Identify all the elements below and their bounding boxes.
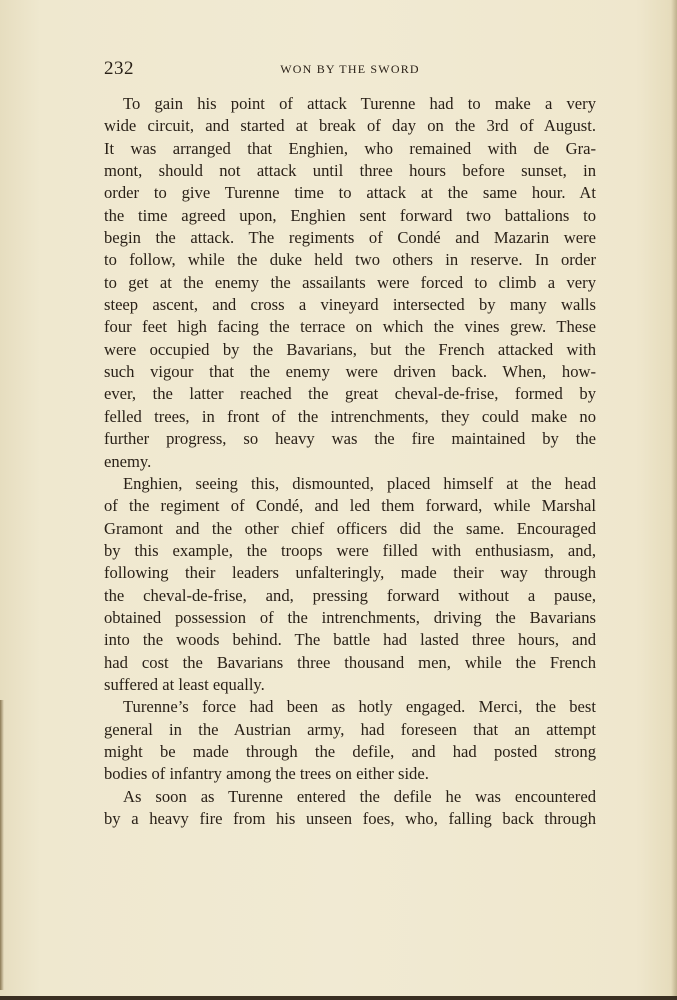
text-line: enemy. <box>104 451 152 471</box>
text-line: begin the attack. The regiments of Condé and Mazarin were <box>104 228 596 248</box>
text-line: into the woods behind. The battle had lasted three hours, and <box>104 630 596 650</box>
text-line: bodies of infantry among the trees on either side. <box>104 764 429 784</box>
text-line: It was arranged that Enghien, who remained with de Gra- <box>104 138 596 158</box>
text-line: ever, the latter reached the great cheval-de-frise, formed by <box>104 384 596 404</box>
text-line: might be made through the defile, and had posted strong <box>104 741 596 761</box>
running-title: WON BY THE SWORD <box>280 62 420 76</box>
text-line: had cost the Bavarians three thousand men, while the French <box>104 652 596 672</box>
text-line: were occupied by the Bavarians, but the French attacked with <box>104 339 596 359</box>
text-line: the time agreed upon, Enghien sent forward two battalions to <box>104 205 596 225</box>
text-line: steep ascent, and cross a vineyard intersected by many walls <box>104 295 596 315</box>
text-line: obtained possession of the intrenchments, driving the Bavarians <box>104 607 596 627</box>
text-line: by a heavy fire from his unseen foes, who, falling back through <box>104 809 596 828</box>
text-line: As soon as Turenne entered the defile he was encountered <box>123 786 596 806</box>
text-line: further progress, so heavy was the fire maintained by the <box>104 429 596 449</box>
text-line: felled trees, in front of the intrenchments, they could make no <box>104 406 596 426</box>
text-line: wide circuit, and started at break of day on the 3rd of August. <box>104 116 596 136</box>
text-line: to follow, while the duke held two others in reserve. In order <box>104 250 596 270</box>
text-line: To gain his point of attack Turenne had to make a very <box>123 94 596 113</box>
page-number: 232 <box>104 58 134 79</box>
text-line: the cheval-de-frise, and, pressing forward without a pause, <box>104 585 596 605</box>
page-bottom-edge <box>0 996 677 1000</box>
text-line: Gramont and the other chief officers did the same. Encouraged <box>104 518 596 538</box>
text-line: of the regiment of Condé, and led them forward, while Marshal <box>104 496 596 516</box>
text-line: order to give Turenne time to attack at the same hour. At <box>104 183 596 203</box>
running-head <box>104 58 596 82</box>
text-line: four feet high facing the terrace on which the vines grew. These <box>104 317 596 337</box>
text-line: such vigour that the enemy were driven back. When, how- <box>104 362 596 382</box>
text-line: mont, should not attack until three hours before sunset, in <box>104 161 596 181</box>
page-edge-shadow <box>671 0 677 1000</box>
text-line: Turenne’s force had been as hotly engaged. Merci, the best <box>123 697 596 717</box>
text-line: by this example, the troops were filled with enthusiasm, and, <box>104 540 596 560</box>
text-line: following their leaders unfalteringly, made their way through <box>104 563 596 583</box>
text-line: suffered at least equally. <box>104 674 265 694</box>
text-line: to get at the enemy the assailants were forced to climb a very <box>104 272 596 292</box>
body-text <box>104 93 596 830</box>
page-edge-shadow <box>0 700 4 990</box>
text-line: Enghien, seeing this, dismounted, placed himself at the head <box>123 473 596 493</box>
text-line: general in the Austrian army, had foreseen that an attempt <box>104 719 596 739</box>
